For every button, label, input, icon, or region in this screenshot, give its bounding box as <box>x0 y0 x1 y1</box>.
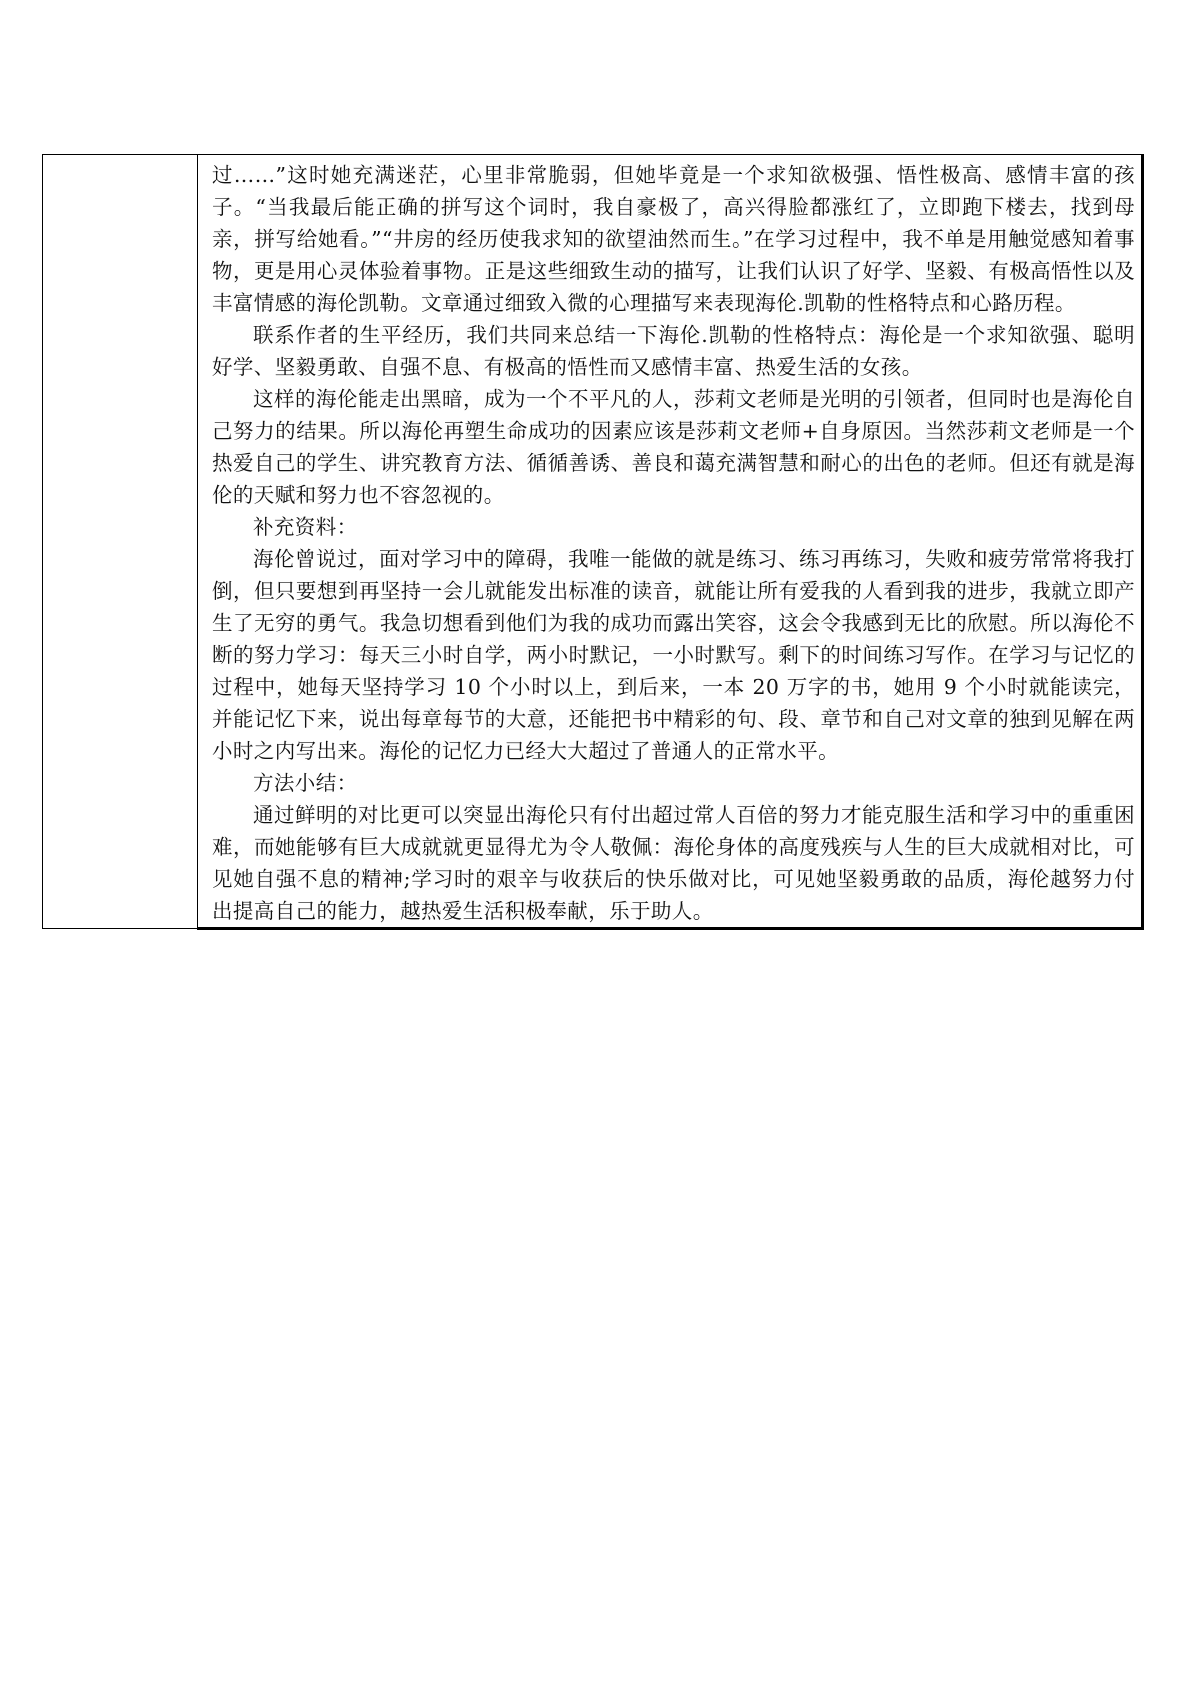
method-summary-heading: 方法小结： <box>253 771 358 795</box>
paragraph-1: 过……”这时她充满迷茫，心里非常脆弱，但她毕竟是一个求知欲极强、悟性极高、感情丰富的孩子。“当我最后能正确的拼写这个词时，我自豪极了，高兴得脸都涨红了，立即跑下楼去，找到母亲，拼写给她看。”“井房的经历使我求知的欲望油然而生。”在学习过程中，我不单是用触觉感知着事物，更是用心灵体验着事物。正是这些细致生动的描写，让我们认识了好学、坚毅、有极高悟性以及丰富情感的海伦凯勒。文章通过细致入微的心理描写来表现海伦.凯勒的性格特点和心路历程。 <box>212 163 1135 315</box>
paragraph-7: 通过鲜明的对比更可以突显出海伦只有付出超过常人百倍的努力才能克服生活和学习中的重重困难，而她能够有巨大成就就更显得尤为令人敬佩：海伦身体的高度残疾与人生的巨大成就相对比，可见她自强不息的精神;学习时的艰辛与收获后的快乐做对比，可见她坚毅勇敢的品质，海伦越努力付出提高自己的能力，越热爱生活积极奉献，乐于助人。 <box>212 803 1135 923</box>
content-body <box>198 155 1141 927</box>
table-row <box>43 155 1143 929</box>
paragraph-2: 联系作者的生平经历，我们共同来总结一下海伦.凯勒的性格特点：海伦是一个求知欲强、聪明好学、坚毅勇敢、自强不息、有极高的悟性而又感情丰富、热爱生活的女孩。 <box>212 323 1135 379</box>
left-empty-cell <box>43 155 198 929</box>
supplementary-heading: 补充资料： <box>253 515 358 539</box>
content-cell <box>198 155 1143 929</box>
paragraph-5: 海伦曾说过，面对学习中的障碍，我唯一能做的就是练习、练习再练习，失败和疲劳常常将我打倒，但只要想到再坚持一会儿就能发出标准的读音，就能让所有爱我的人看到我的进步，我就立即产生了无穷的勇气。我急切想看到他们为我的成功而露出笑容，这会令我感到无比的欣慰。所以海伦不断的努力学习：每天三小时自学，两小时默记，一小时默写。剩下的时间练习写作。在学习与记忆的过程中，她每天坚持学习 10 个小时以上，到后来，一本 20 万字的书，她用 9 个小时就能读完，并能记忆下来，说出每章每节的大意，还能把书中精彩的句、段、章节和自己对文章的独到见解在两小时之内写出来。海伦的记忆力已经大大超过了普通人的正常水平。 <box>212 547 1135 763</box>
paragraph-3: 这样的海伦能走出黑暗，成为一个不平凡的人，莎莉文老师是光明的引领者，但同时也是海伦自己努力的结果。所以海伦再塑生命成功的因素应该是莎莉文老师+自身原因。当然莎莉文老师是一个热爱自己的学生、讲究教育方法、循循善诱、善良和蔼充满智慧和耐心的出色的老师。但还有就是海伦的天赋和努力也不容忽视的。 <box>212 387 1135 507</box>
document-table <box>42 154 1144 930</box>
